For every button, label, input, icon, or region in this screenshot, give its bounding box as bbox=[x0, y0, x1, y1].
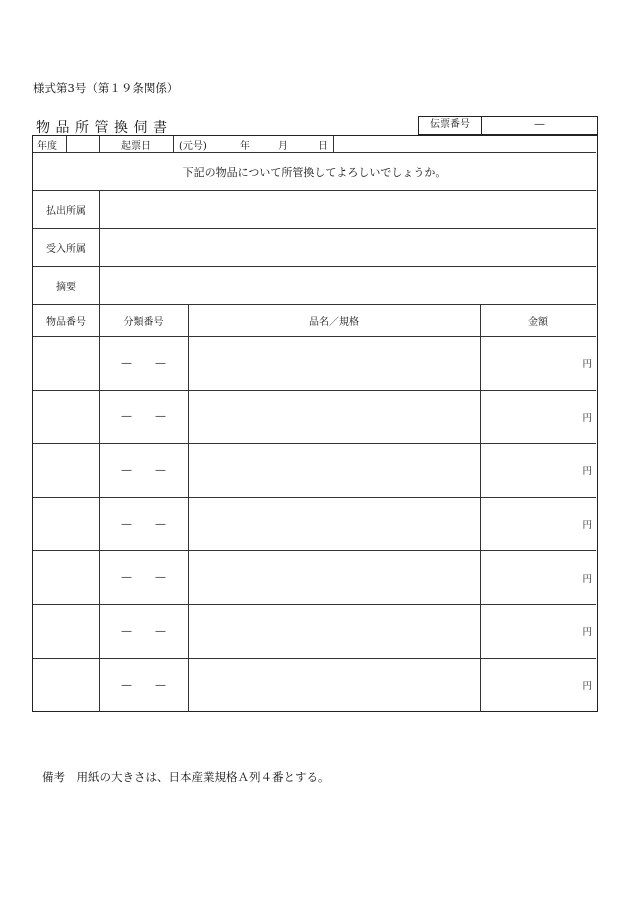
yen-unit: 円 bbox=[582, 573, 592, 585]
voucher-number-label: 伝票番号 bbox=[419, 117, 482, 134]
item-number-cell[interactable] bbox=[33, 551, 99, 604]
item-name-cell[interactable] bbox=[188, 551, 480, 604]
category-dash-a: ― bbox=[121, 625, 132, 637]
item-name-cell[interactable] bbox=[188, 659, 480, 713]
category-dash-a: ― bbox=[121, 518, 132, 530]
yen-unit: 円 bbox=[582, 412, 592, 424]
form-frame bbox=[32, 135, 598, 712]
yen-unit: 円 bbox=[582, 466, 592, 478]
day-label: 日 bbox=[318, 140, 328, 152]
item-name-cell[interactable] bbox=[188, 444, 480, 497]
item-number-cell[interactable] bbox=[33, 498, 99, 551]
category-dash-b: ― bbox=[155, 411, 166, 423]
fiscal-year-field[interactable] bbox=[66, 136, 99, 152]
header-row bbox=[33, 136, 596, 153]
receiving-dept-label: 受入所属 bbox=[46, 244, 86, 255]
table-row bbox=[33, 498, 596, 552]
voucher-number-value[interactable]: ― bbox=[534, 119, 545, 130]
amount-cell[interactable] bbox=[480, 498, 596, 551]
item-number-cell[interactable] bbox=[33, 605, 99, 658]
item-number-cell[interactable] bbox=[33, 391, 99, 444]
category-dash-a: ― bbox=[121, 411, 132, 423]
yen-unit: 円 bbox=[582, 627, 592, 639]
category-dash-b: ― bbox=[155, 357, 166, 369]
item-name-cell[interactable] bbox=[188, 391, 480, 444]
amount-cell[interactable] bbox=[480, 605, 596, 658]
column-header-category-number: 分類番号 bbox=[123, 317, 164, 328]
category-number-cell[interactable] bbox=[99, 551, 188, 604]
category-dash-b: ― bbox=[155, 679, 166, 691]
category-dash-b: ― bbox=[155, 572, 166, 584]
issue-date-label: 起票日 bbox=[121, 140, 151, 152]
table-row bbox=[33, 659, 596, 713]
amount-cell[interactable] bbox=[480, 551, 596, 604]
table-row bbox=[33, 551, 596, 605]
item-number-cell[interactable] bbox=[33, 444, 99, 497]
category-dash-a: ― bbox=[121, 464, 132, 476]
field-row-receiving-dept bbox=[33, 229, 596, 267]
form-reference: 様式第3号（第１９条関係） bbox=[33, 81, 179, 95]
table-row bbox=[33, 605, 596, 659]
category-dash-b: ― bbox=[155, 518, 166, 530]
voucher-number-box bbox=[418, 116, 598, 135]
amount-cell[interactable] bbox=[480, 659, 596, 713]
table-header bbox=[33, 305, 596, 337]
month-label: 月 bbox=[278, 140, 288, 152]
column-header-amount: 金額 bbox=[528, 317, 548, 328]
issuing-dept-field[interactable] bbox=[99, 191, 596, 228]
remarks-note: 備考 用紙の大きさは、日本産業規格Ａ列４番とする。 bbox=[42, 770, 330, 784]
table-row bbox=[33, 391, 596, 445]
category-dash-a: ― bbox=[121, 679, 132, 691]
category-number-cell[interactable] bbox=[99, 391, 188, 444]
column-header-item-name: 品名／規格 bbox=[309, 317, 359, 328]
category-number-cell[interactable] bbox=[99, 444, 188, 497]
era-label: (元号) bbox=[179, 140, 207, 152]
item-name-cell[interactable] bbox=[188, 337, 480, 390]
receiving-dept-field[interactable] bbox=[99, 229, 596, 266]
amount-cell[interactable] bbox=[480, 444, 596, 497]
summary-label: 摘要 bbox=[56, 282, 76, 293]
category-number-cell[interactable] bbox=[99, 605, 188, 658]
item-name-cell[interactable] bbox=[188, 605, 480, 658]
item-number-cell[interactable] bbox=[33, 337, 99, 390]
column-header-item-number: 物品番号 bbox=[46, 317, 86, 328]
yen-unit: 円 bbox=[582, 681, 592, 693]
field-row-issuing-dept bbox=[33, 191, 596, 229]
category-number-cell[interactable] bbox=[99, 659, 188, 713]
category-number-cell[interactable] bbox=[99, 498, 188, 551]
item-name-cell[interactable] bbox=[188, 498, 480, 551]
request-row bbox=[33, 153, 596, 191]
amount-cell[interactable] bbox=[480, 391, 596, 444]
yen-unit: 円 bbox=[582, 359, 592, 371]
summary-field[interactable] bbox=[99, 267, 596, 304]
category-dash-b: ― bbox=[155, 464, 166, 476]
category-dash-b: ― bbox=[155, 625, 166, 637]
year-label: 年 bbox=[240, 140, 250, 152]
table-row bbox=[33, 444, 596, 498]
category-dash-a: ― bbox=[121, 572, 132, 584]
item-number-cell[interactable] bbox=[33, 659, 99, 713]
issuing-dept-label: 払出所属 bbox=[46, 206, 86, 217]
request-text: 下記の物品について所管換してよろしいでしょうか。 bbox=[182, 165, 447, 179]
document-title: 物品所管換伺書 bbox=[36, 120, 173, 136]
amount-cell[interactable] bbox=[480, 337, 596, 390]
category-dash-a: ― bbox=[121, 357, 132, 369]
field-row-summary bbox=[33, 267, 596, 305]
yen-unit: 円 bbox=[582, 520, 592, 532]
fiscal-year-label: 年度 bbox=[37, 140, 57, 152]
table-row bbox=[33, 337, 596, 391]
category-number-cell[interactable] bbox=[99, 337, 188, 390]
